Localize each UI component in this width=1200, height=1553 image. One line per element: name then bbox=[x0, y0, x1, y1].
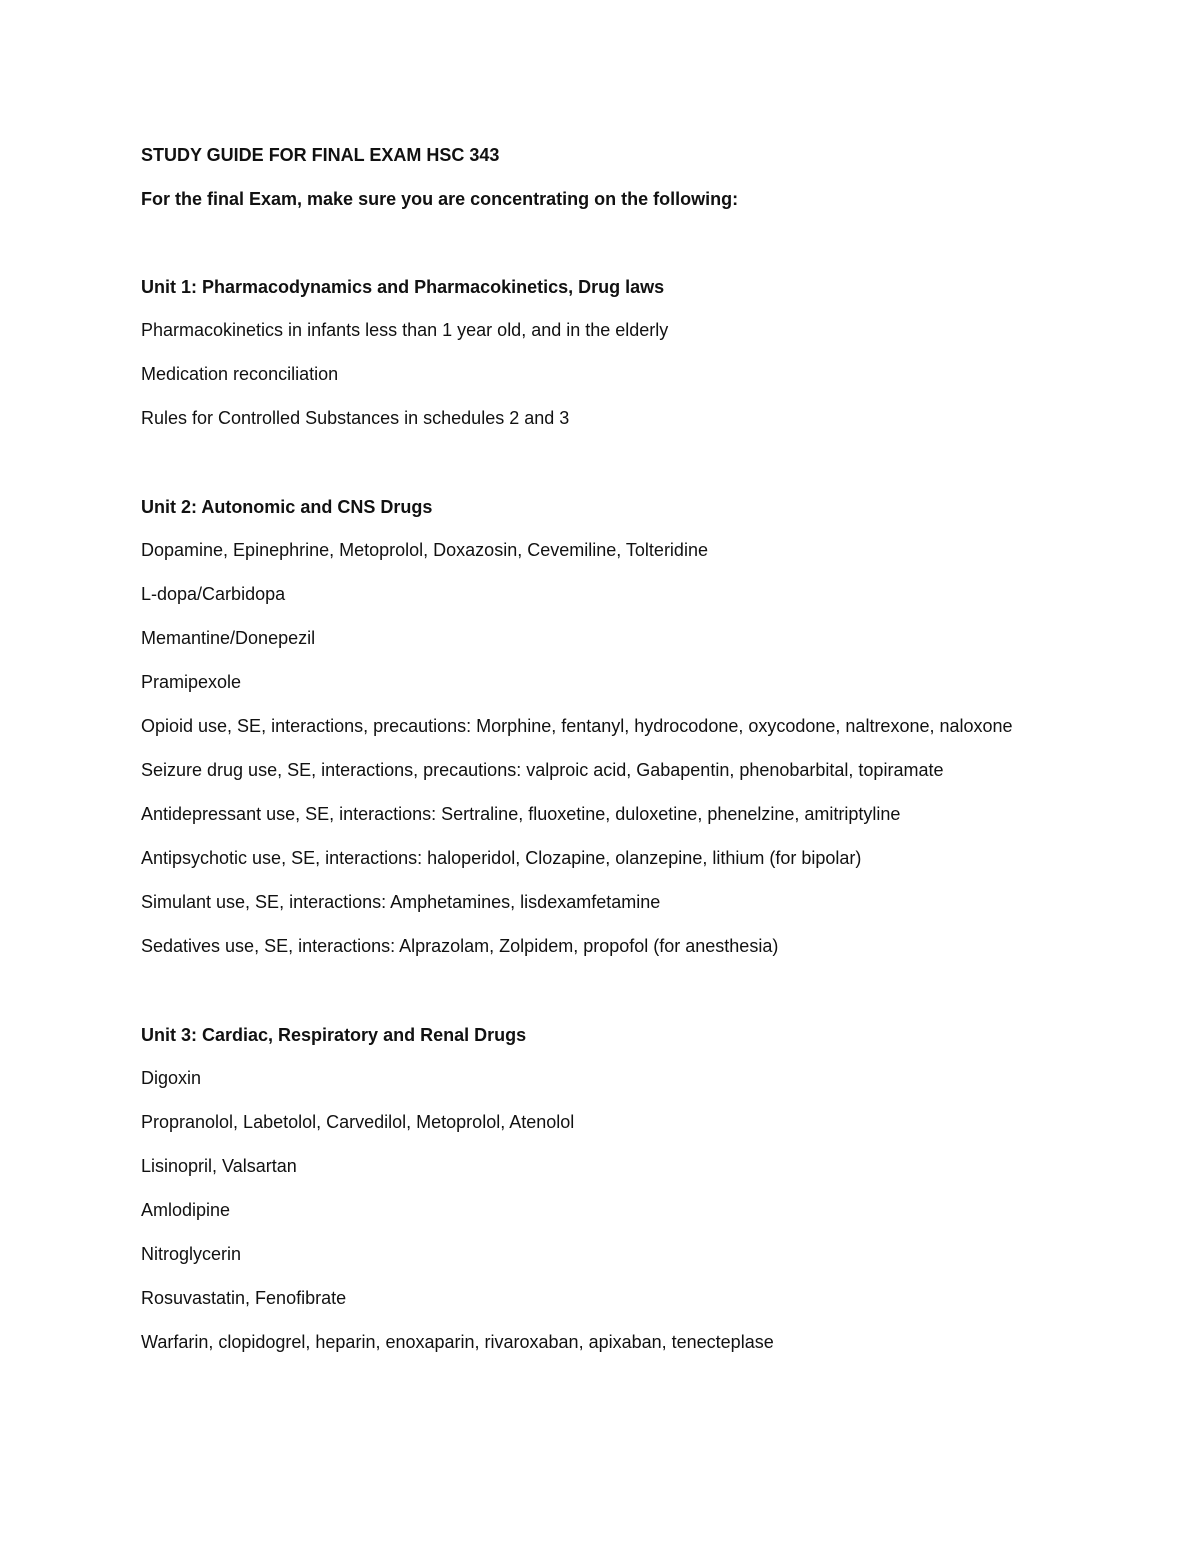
unit-2-section bbox=[141, 494, 1031, 960]
unit-3-section bbox=[141, 1022, 1031, 1356]
unit-2-heading: Unit 2: Autonomic and CNS Drugs bbox=[141, 497, 433, 517]
unit-3-item: Warfarin, clopidogrel, heparin, enoxaparin, rivaroxaban, apixaban, tenecteplase bbox=[141, 1332, 774, 1352]
unit-3-item: Rosuvastatin, Fenofibrate bbox=[141, 1288, 347, 1308]
unit-2-item: Sedatives use, SE, interactions: Alprazolam, Zolpidem, propofol (for anesthesia) bbox=[141, 936, 779, 956]
unit-1-item-list bbox=[141, 316, 1031, 432]
unit-1-item: Medication reconciliation bbox=[141, 364, 339, 384]
document-title: STUDY GUIDE FOR FINAL EXAM HSC 343 bbox=[141, 145, 500, 165]
unit-2-item: Opioid use, SE, interactions, precautions: Morphine, fentanyl, hydrocodone, oxycodone, naltrexone, naloxone bbox=[141, 716, 1013, 736]
unit-3-item: Lisinopril, Valsartan bbox=[141, 1156, 297, 1176]
unit-2-item: Seizure drug use, SE, interactions, precautions: valproic acid, Gabapentin, phenobarbital, topiramate bbox=[141, 760, 944, 780]
unit-1-item: Rules for Controlled Substances in schedules 2 and 3 bbox=[141, 408, 570, 428]
unit-2-item: Memantine/Donepezil bbox=[141, 628, 316, 648]
unit-1-item: Pharmacokinetics in infants less than 1 year old, and in the elderly bbox=[141, 320, 669, 340]
unit-3-item-list bbox=[141, 1064, 1031, 1356]
unit-2-item: Dopamine, Epinephrine, Metoprolol, Doxazosin, Cevemiline, Tolteridine bbox=[141, 540, 708, 560]
unit-3-heading: Unit 3: Cardiac, Respiratory and Renal Drugs bbox=[141, 1025, 527, 1045]
unit-2-item: L-dopa/Carbidopa bbox=[141, 584, 286, 604]
unit-2-item: Antidepressant use, SE, interactions: Sertraline, fluoxetine, duloxetine, phenelzine, amitriptyline bbox=[141, 804, 901, 824]
unit-3-item: Digoxin bbox=[141, 1068, 202, 1088]
unit-3-item: Propranolol, Labetolol, Carvedilol, Metoprolol, Atenolol bbox=[141, 1112, 575, 1132]
unit-1-heading: Unit 1: Pharmacodynamics and Pharmacokinetics, Drug laws bbox=[141, 277, 665, 297]
unit-2-item: Pramipexole bbox=[141, 672, 242, 692]
unit-3-item: Amlodipine bbox=[141, 1200, 231, 1220]
unit-3-item: Nitroglycerin bbox=[141, 1244, 242, 1264]
unit-2-item: Antipsychotic use, SE, interactions: haloperidol, Clozapine, olanzepine, lithium (for bipolar) bbox=[141, 848, 862, 868]
unit-2-item-list bbox=[141, 536, 1031, 960]
document-subtitle: For the final Exam, make sure you are concentrating on the following: bbox=[141, 189, 739, 209]
unit-1-section bbox=[141, 274, 1031, 432]
unit-2-item: Simulant use, SE, interactions: Amphetamines, lisdexamfetamine bbox=[141, 892, 661, 912]
document-body bbox=[141, 142, 1031, 1356]
